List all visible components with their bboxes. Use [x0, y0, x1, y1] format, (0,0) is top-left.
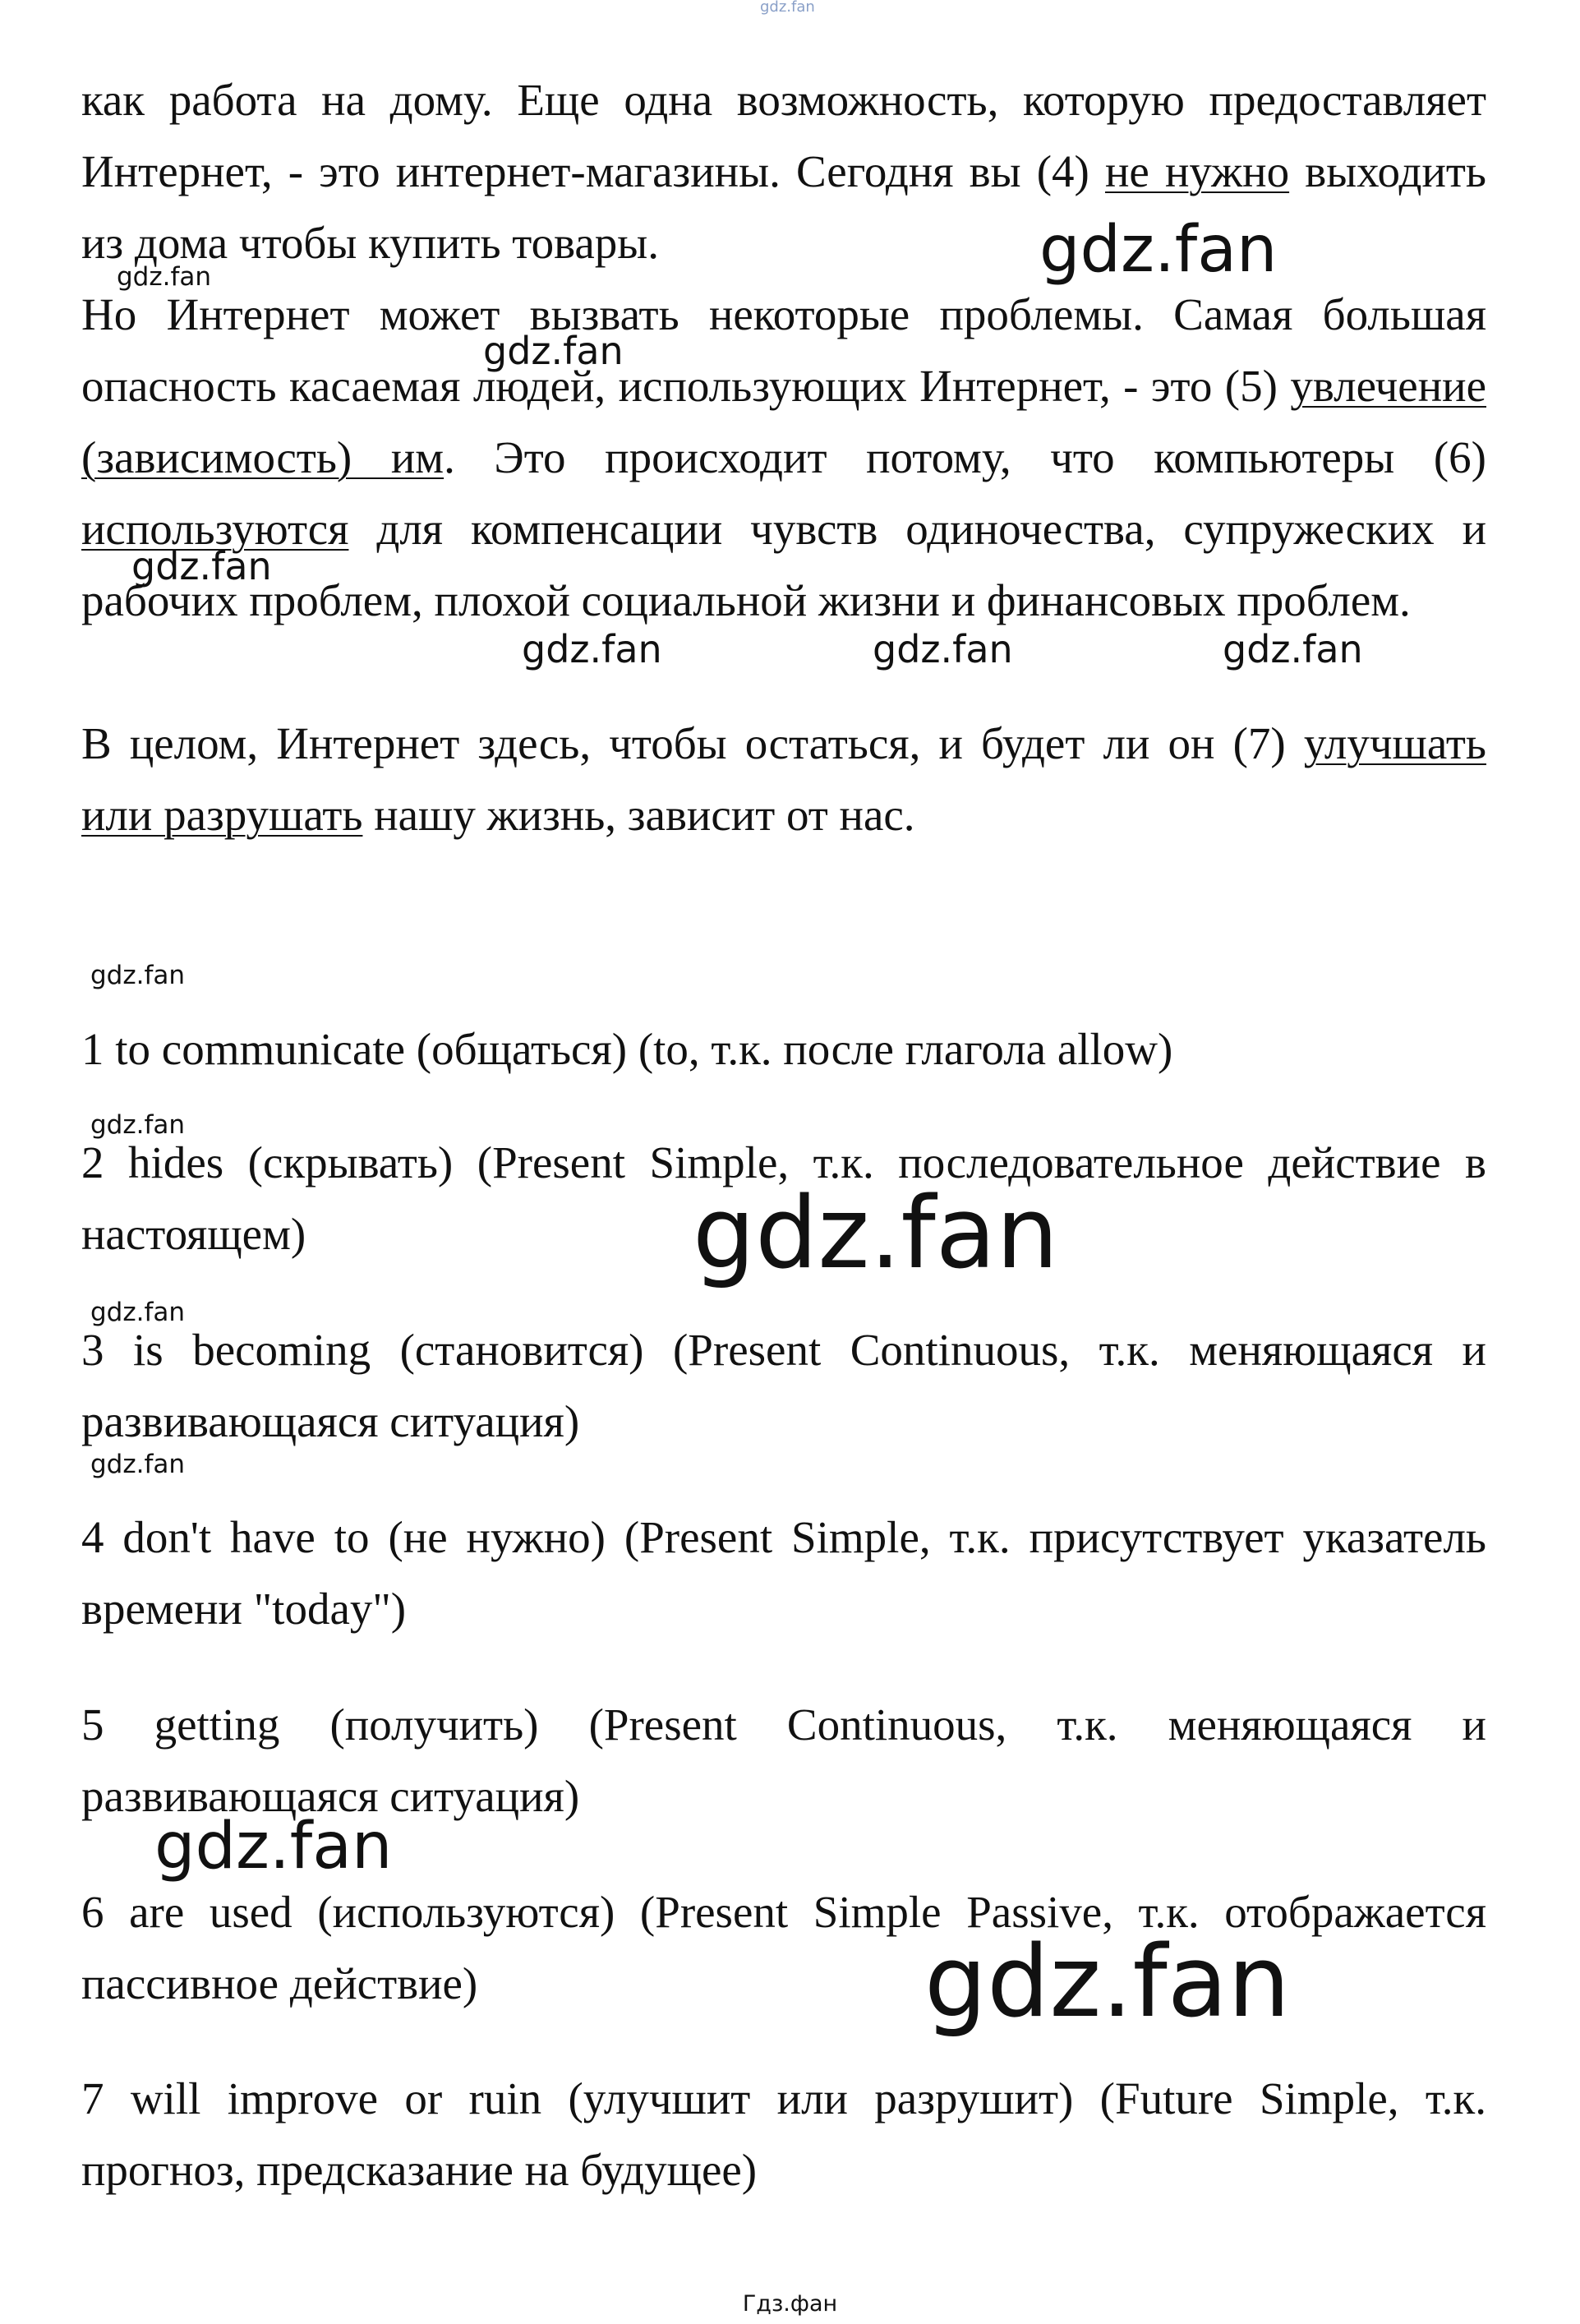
answer-item: 2 hides (скрывать) (Present Simple, т.к. последовательное действие в настоящем)	[81, 1137, 1486, 1259]
watermark: gdz.fan	[90, 1110, 186, 1140]
passage-text: как работа на дому. Еще одна возможность, которую предоставляет Интернет, - это интернет-магазины. Сегодня вы (4)	[81, 75, 1486, 196]
watermark: gdz.fan	[1223, 627, 1363, 671]
answer-item: 4 don't have to (не нужно) (Present Simple, т.к. присутствует указатель времени "today")	[81, 1512, 1486, 1634]
answer-item: 1 to communicate (общаться) (to, т.к. после глагола allow)	[81, 1024, 1173, 1074]
watermark: gdz.fan	[117, 262, 212, 292]
watermark: gdz.fan	[483, 329, 624, 373]
answer-item: 6 are used (используются) (Present Simple Passive, т.к. отображается пассивное действие)	[81, 1887, 1486, 2008]
answer-item: 7 will improve or ruin (улучшит или разрушит) (Future Simple, т.к. прогноз, предсказание на будущее)	[81, 2073, 1486, 2195]
passage-paragraph-2	[81, 279, 1486, 636]
passage-text: нашу жизнь, зависит от нас.	[362, 790, 915, 840]
answer-item: 5 getting (получить) (Present Continuous, т.к. меняющаяся и развивающаяся ситуация)	[81, 1699, 1486, 1821]
watermark: gdz.fan	[90, 1450, 186, 1479]
watermark: gdz.fan	[1039, 213, 1278, 287]
watermark: gdz.fan	[924, 1925, 1291, 2040]
passage-text: для компенсации чувств одиночества, супружеских и рабочих проблем, плохой социальной жизни и финансовых проблем.	[81, 504, 1486, 625]
passage-text: выходить из дома чтобы купить товары.	[81, 146, 1486, 268]
watermark: gdz.fan	[90, 961, 186, 990]
watermark: gdz.fan	[154, 1810, 393, 1884]
watermark: gdz.fan	[693, 1177, 1059, 1291]
watermark: gdz.fan	[873, 627, 1013, 671]
underlined-answer: увлечение (зависимость) им	[81, 361, 1486, 482]
watermark: gdz.fan	[131, 544, 272, 588]
passage-paragraph-3	[81, 708, 1486, 851]
answer-item: 3 is becoming (становится) (Present Continuous, т.к. меняющаяся и развивающаяся ситуация)	[81, 1325, 1486, 1446]
page-footer: Гдз.фан	[742, 2291, 838, 2317]
passage-text: Но Интернет может вызвать некоторые проблемы. Самая большая опасность касаемая людей, использующих Интернет, - это (5)	[81, 289, 1486, 411]
underlined-answer: используются	[81, 504, 349, 554]
underlined-answer: улучшать или разрушать	[81, 718, 1486, 840]
passage-text: . Это происходит потому, что компьютеры (6)	[444, 432, 1486, 482]
watermark: gdz.fan	[90, 1298, 186, 1327]
underlined-answer: не нужно	[1104, 146, 1290, 196]
watermark: gdz.fan	[522, 627, 662, 671]
passage-text: В целом, Интернет здесь, чтобы остаться, и будет ли он (7)	[81, 718, 1304, 768]
top-watermark: gdz.fan	[760, 0, 815, 16]
